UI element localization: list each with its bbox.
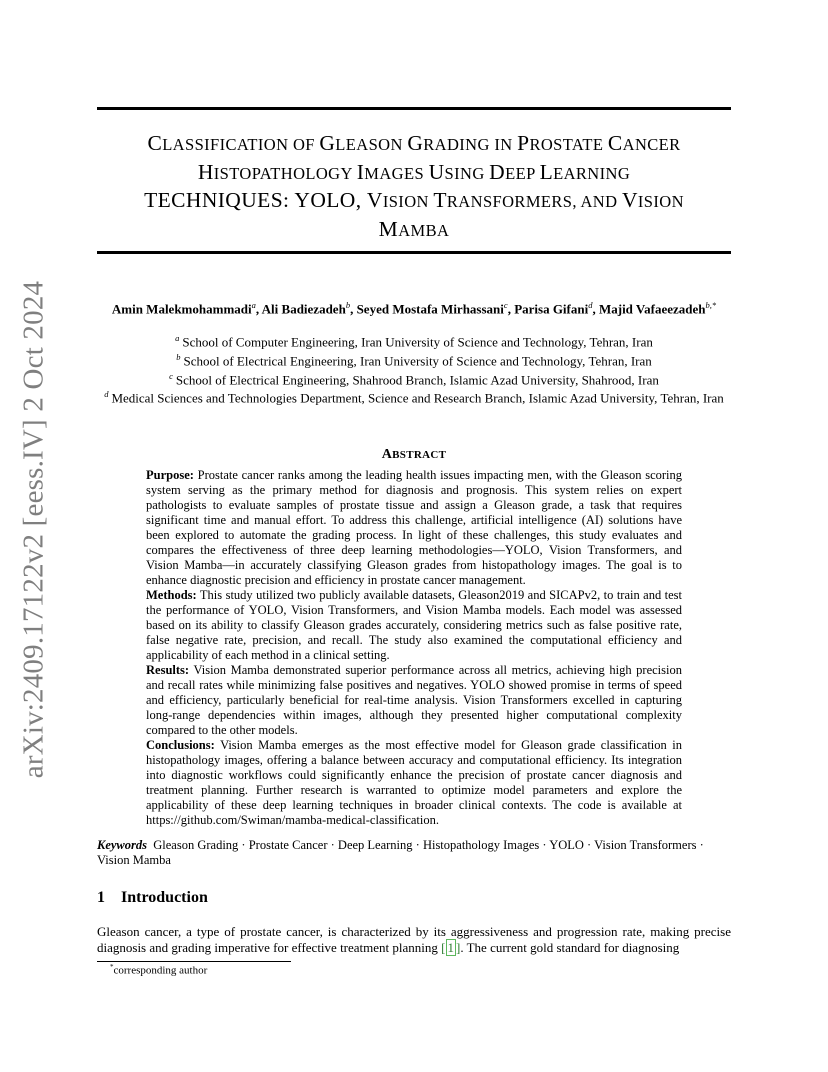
abstract-heading: ABSTRACT <box>381 447 447 462</box>
paper-title <box>97 130 731 244</box>
title-line-4: MAMBA <box>378 216 450 241</box>
section-heading-introduction <box>97 889 208 907</box>
arxiv-identifier-text: arXiv:2409.17122v2 [eess.IV] 2 Oct 2024 <box>17 280 50 778</box>
abstract-results: Results: Vision Mamba demonstrated superior performance across all metrics, achieving high precision and recall rates while minimizing false positives and negatives. YOLO showed promise in terms of speed and efficiency, particularly beneficial for real-time analysis. Vision Transformers excelled in capturing long-range dependencies within images, although they presented higher computational complexity compared to the other models. <box>146 663 682 737</box>
section-title: Introduction <box>121 889 208 906</box>
author-name: Ali Badiezadeh <box>261 301 346 317</box>
footnote-marker: * <box>110 963 114 971</box>
author-name: Parisa Gifani <box>514 301 589 317</box>
affiliation-item: $^c$ School of Electrical Engineering, Shahrood Branch, Islamic Azad University, Shahrood, Iran <box>169 370 659 387</box>
title-line-1: CLASSIFICATION OF GLEASON GRADING IN PROSTATE CANCER <box>147 131 681 155</box>
affiliation-item: $^d$ Medical Sciences and Technologies Department, Science and Research Branch, Islamic Azad University, Tehran, Iran <box>104 389 724 406</box>
author-list: Amin Malekmohammadi$^a$, Ali Badiezadeh$^b$, Seyed Mostafa Mirhassani$^c$, Parisa Gifani$^d$, Majid Vafaeezadeh$^{b,*}$ <box>111 300 717 317</box>
title-top-rule <box>97 107 731 110</box>
author-name: Seyed Mostafa Mirhassani <box>356 301 504 317</box>
keywords-label: Keywords <box>97 838 147 852</box>
keywords-text: Gleason Grading · Prostate Cancer · Deep Learning · Histopathology Images · YOLO · Vision Transformers · Vision Mamba <box>97 838 704 867</box>
citation-link[interactable]: 1 <box>447 940 454 955</box>
author-name: Amin Malekmohammadi <box>111 301 252 317</box>
affiliation-item: $^a$ School of Computer Engineering, Iran University of Science and Technology, Tehran, Iran <box>175 333 653 350</box>
citation-bracket-open: [ <box>441 940 446 955</box>
citation-bracket-close: ] <box>456 940 461 955</box>
title-bottom-rule <box>97 251 731 254</box>
author-affil-marker: c <box>503 300 508 310</box>
abstract-purpose: Purpose: Prostate cancer ranks among the leading health issues impacting men, with the Gleason scoring system serving as the primary method for diagnosis and prognosis. This system relies on expert pathologists to evaluate samples of prostate tissue and assign a Gleason grade, a task that requires significant time and manual effort. To address this challenge, artificial intelligence (AI) solutions have been explored to automate the grading process. In light of these challenges, this study evaluates and compares the effectiveness of three deep learning methodologies—YOLO, Vision Transformers, and Vision Mamba—in accurately classifying Gleason grades from histopathology images. The goal is to enhance diagnostic precision and efficiency in prostate cancer management. <box>146 468 683 587</box>
introduction-paragraph: Gleason cancer, a type of prostate cancer, is characterized by its aggressiveness and progression rate, making precise diagnosis and grading imperative for effective treatment planning [ 1 ]. The current gold standard for diagnosing <box>97 924 731 955</box>
author-affil-marker: b,* <box>705 300 717 310</box>
abstract-methods: Methods: This study utilized two publicly available datasets, Gleason2019 and SICAPv2, to train and test the performance of YOLO, Vision Transformers, and Vision Mamba models. Each model was assessed based on its ability to classify Gleason grades accurately, considering metrics such as false positive rate, false negative rate, precision, and recall. The study also examined the computational efficiency and applicability of each method in a clinical setting. <box>146 588 683 662</box>
author-name: Majid Vafaeezadeh <box>598 301 706 317</box>
arxiv-identifier-stamp <box>14 280 54 778</box>
footnote-rule <box>97 961 291 962</box>
author-affil-marker: a <box>251 300 256 310</box>
abstract-conclusions: Conclusions: Vision Mamba emerges as the most effective model for Gleason grade classification in histopathology images, offering a balance between accuracy and computational efficiency. Its integration into diagnostic workflows could significantly enhance the precision of prostate cancer diagnosis and treatment planning. Further research is warranted to optimize model parameters and explore the applicability of these deep learning techniques in broader clinical contexts. The code is available at https://github.com/Swiman/mamba-medical-classification. <box>146 738 682 827</box>
footnote <box>110 963 207 977</box>
author-affil-marker: b <box>345 300 351 310</box>
abstract-body <box>146 468 682 828</box>
affiliation-item: $^b$ School of Electrical Engineering, Iran University of Science and Technology, Tehran, Iran <box>176 351 652 369</box>
keywords <box>97 838 737 868</box>
title-line-3: TECHNIQUES: YOLO, VISION TRANSFORMERS, AND VISION <box>144 188 684 212</box>
footnote-text: corresponding author <box>113 964 208 977</box>
title-line-2: HISTOPATHOLOGY IMAGES USING DEEP LEARNING <box>197 159 631 184</box>
author-affil-marker: d <box>588 300 593 310</box>
affiliation-list <box>60 331 768 406</box>
section-number: 1 <box>97 889 105 906</box>
